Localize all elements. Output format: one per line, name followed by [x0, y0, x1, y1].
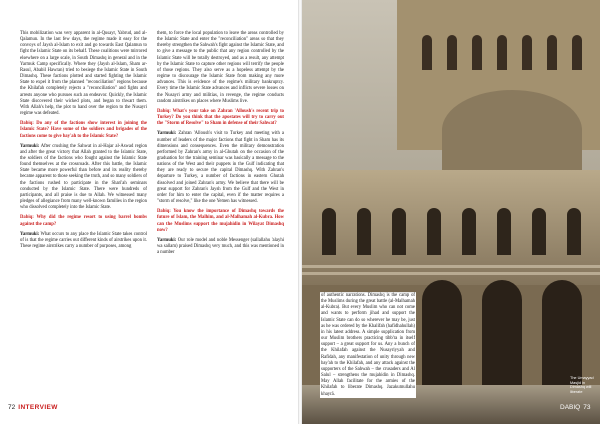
paragraph: them, to force the local population to leave the areas controlled by the Islamic State and enter the "reconciliation" areas so that they thereby strengthen the Sahwah's fight against the Islamic State, and to give a message to the public that any region controlled by the Islamic State will be totally destroyed, and as a result, any attempt by the Islamic State to capture other regions will terrify the people of those regions. They also serve as a hopeless attempt by the regime to discourage the Islamic State from making any more advances. This is evidence of the regime's military bankruptcy. Every time the Islamic State advances and inflicts severe losses on the Nusayri army and militias, in revenge, the regime conducts random airstrikes on places where Muslims live.	[157, 31, 284, 104]
speaker: Yarmuki:	[157, 237, 177, 243]
overlay-text-box	[320, 292, 416, 398]
overlay-paragraph: of authentic narrations. Dimashq is the camp of the Muslims during the great battle (al-Malhamah al-Kubra). But every Muslim who can not come and wants to perform jihad and support the Islamic State can do so wherever he may be, just as he was ordered by the Khalifah (hafidhahullah) in his latest address. A simple supplication from our Muslim brothers practicing tibb'ra in itself support – a great support for us. Any a bunch of the Khilafah against the Nusayriyyah and Rafidah, any manifestation of unity through new bay'ah to the Khilafah, and any attack against the supporters of the Sahwah – the crusaders and Al Salul – strengthens the mujahidin in Dimashq. May Allah facilitate for the armies of the Khilafah to liberate Dimashq. Jazakumullahu khayrā.	[321, 293, 415, 397]
answer-text: What occurs to any place the Islamic State takes control of is that the regime carries out different kinds of airstrikes upon it. These regime airstrikes carry a number of purposes, among	[20, 231, 147, 249]
answer-text: After crushing the Sahwat in al-Hajar al-Aswad region and after the great victory that Allah granted to the Islamic State, the soldiers of the factions who fought against the Islamic State found themselves at the crossroads. After this battle, the Islamic State became more powerful than before and its reality thereby became apparent to those seeking the truth, and so many soldiers of the factions rushed to participate in the Shari'ah seminars conducted by the Islamic State. There were hundreds of participants, and all praise is due to Allah. We witnessed many pledges of allegiance from many well-known families in the region who dissolved completely into the Islamic State.	[20, 143, 148, 211]
answer	[20, 144, 147, 212]
footer-right	[560, 404, 590, 411]
speaker: Yarmuki:	[20, 231, 40, 237]
page-number-right: 73	[583, 404, 591, 411]
page-number-left: 72	[8, 404, 16, 411]
footer-left	[8, 404, 58, 411]
speaker: Yarmuki:	[157, 131, 177, 137]
photo-caption: The Umayyad Masjid in Dimashq will liberate	[570, 376, 594, 394]
answer	[157, 238, 284, 256]
speaker: Yarmuki:	[20, 143, 40, 149]
answer-text: Our role model and noble Messenger (sallallahu 'alayhi wa sallam) praised Dimashq very much, and this was mentioned in a number	[157, 237, 284, 256]
answer	[157, 131, 284, 205]
answer	[20, 232, 147, 250]
paragraph: This mobilization was very apparent in al-Qusayr, Yabrud, and al-Qalamun. In the last few days, the regime made it easy for the convoys of Jaysh al-Islam to exit and go towards East Qalamun to fight the Islamic State on its behalf. These coalitions were mirrored elsewhere on a large scale, in South Dimashq in general and in the Yarmuk Camp specifically. Where they (Jaysh al-Islam, Sham ar-Rasul, Ababil Hawran) tried to besiege the Islamic State in South Dimashq. These factions plotted and started fighting the Islamic State to expel it from the planned "reconciliation" regions because the Khilafah completely rejects a "reconciliation" and fights and arrests anyone who pursues such an endeavor. Quickly, the Islamic State discovered their wicked plots, and began to thwart them. With Allah's help, the plot to hand over the region to the Nusayri regime was defeated.	[20, 31, 147, 117]
text-column-1	[20, 31, 147, 254]
question: Dabiq: Why did the regime resort to using barrel bombs against the camp?	[20, 215, 147, 227]
question: Dabiq: You know the importance of Dimashq towards the future of Islam, the Malhim, and al-Malhamah al-Kubra. How can the Muslims support the mujahidin in Wilayat Dimashq now?	[157, 209, 284, 233]
question: Dabiq: What's your take on Zahran 'Alloush's recent trip to Turkey? Do you think that the apostates will try to carry out the "Storm of Resolve" to Sham in defense of their Sahwat?	[157, 108, 284, 127]
section-label: INTERVIEW	[18, 404, 58, 411]
question: Dabiq: Do any of the factions show interest in joining the Islamic State? Have some of the soldiers and brigades of the factions come to give bay'ah to the Islamic State?	[20, 121, 147, 139]
answer-text: Zahran 'Alloush's visit to Turkey and meeting with a number of leaders of the major factions that fight in Sham has its dimensions and consequences. Even the military demonstration performed by Zahran's army in al-Ghutah on the occasion of the graduation for the training seminar was basically a message to the nations of the West and their puppets in the Gulf indicating that they are ready to secure the capital Dimashq. With Zahran's departure to Turkey, a number of factions in eastern Ghutah dissolved and joined Zahran's army. We believe that there will be great support for Zahran's Jaysh from the Gulf and the West in order for him to enter the capital, even if the matter requires a "storm of resolve," like the one Yemen has witnessed.	[157, 131, 285, 205]
magazine-name: DABIQ	[560, 404, 581, 411]
text-column-2	[157, 31, 284, 260]
